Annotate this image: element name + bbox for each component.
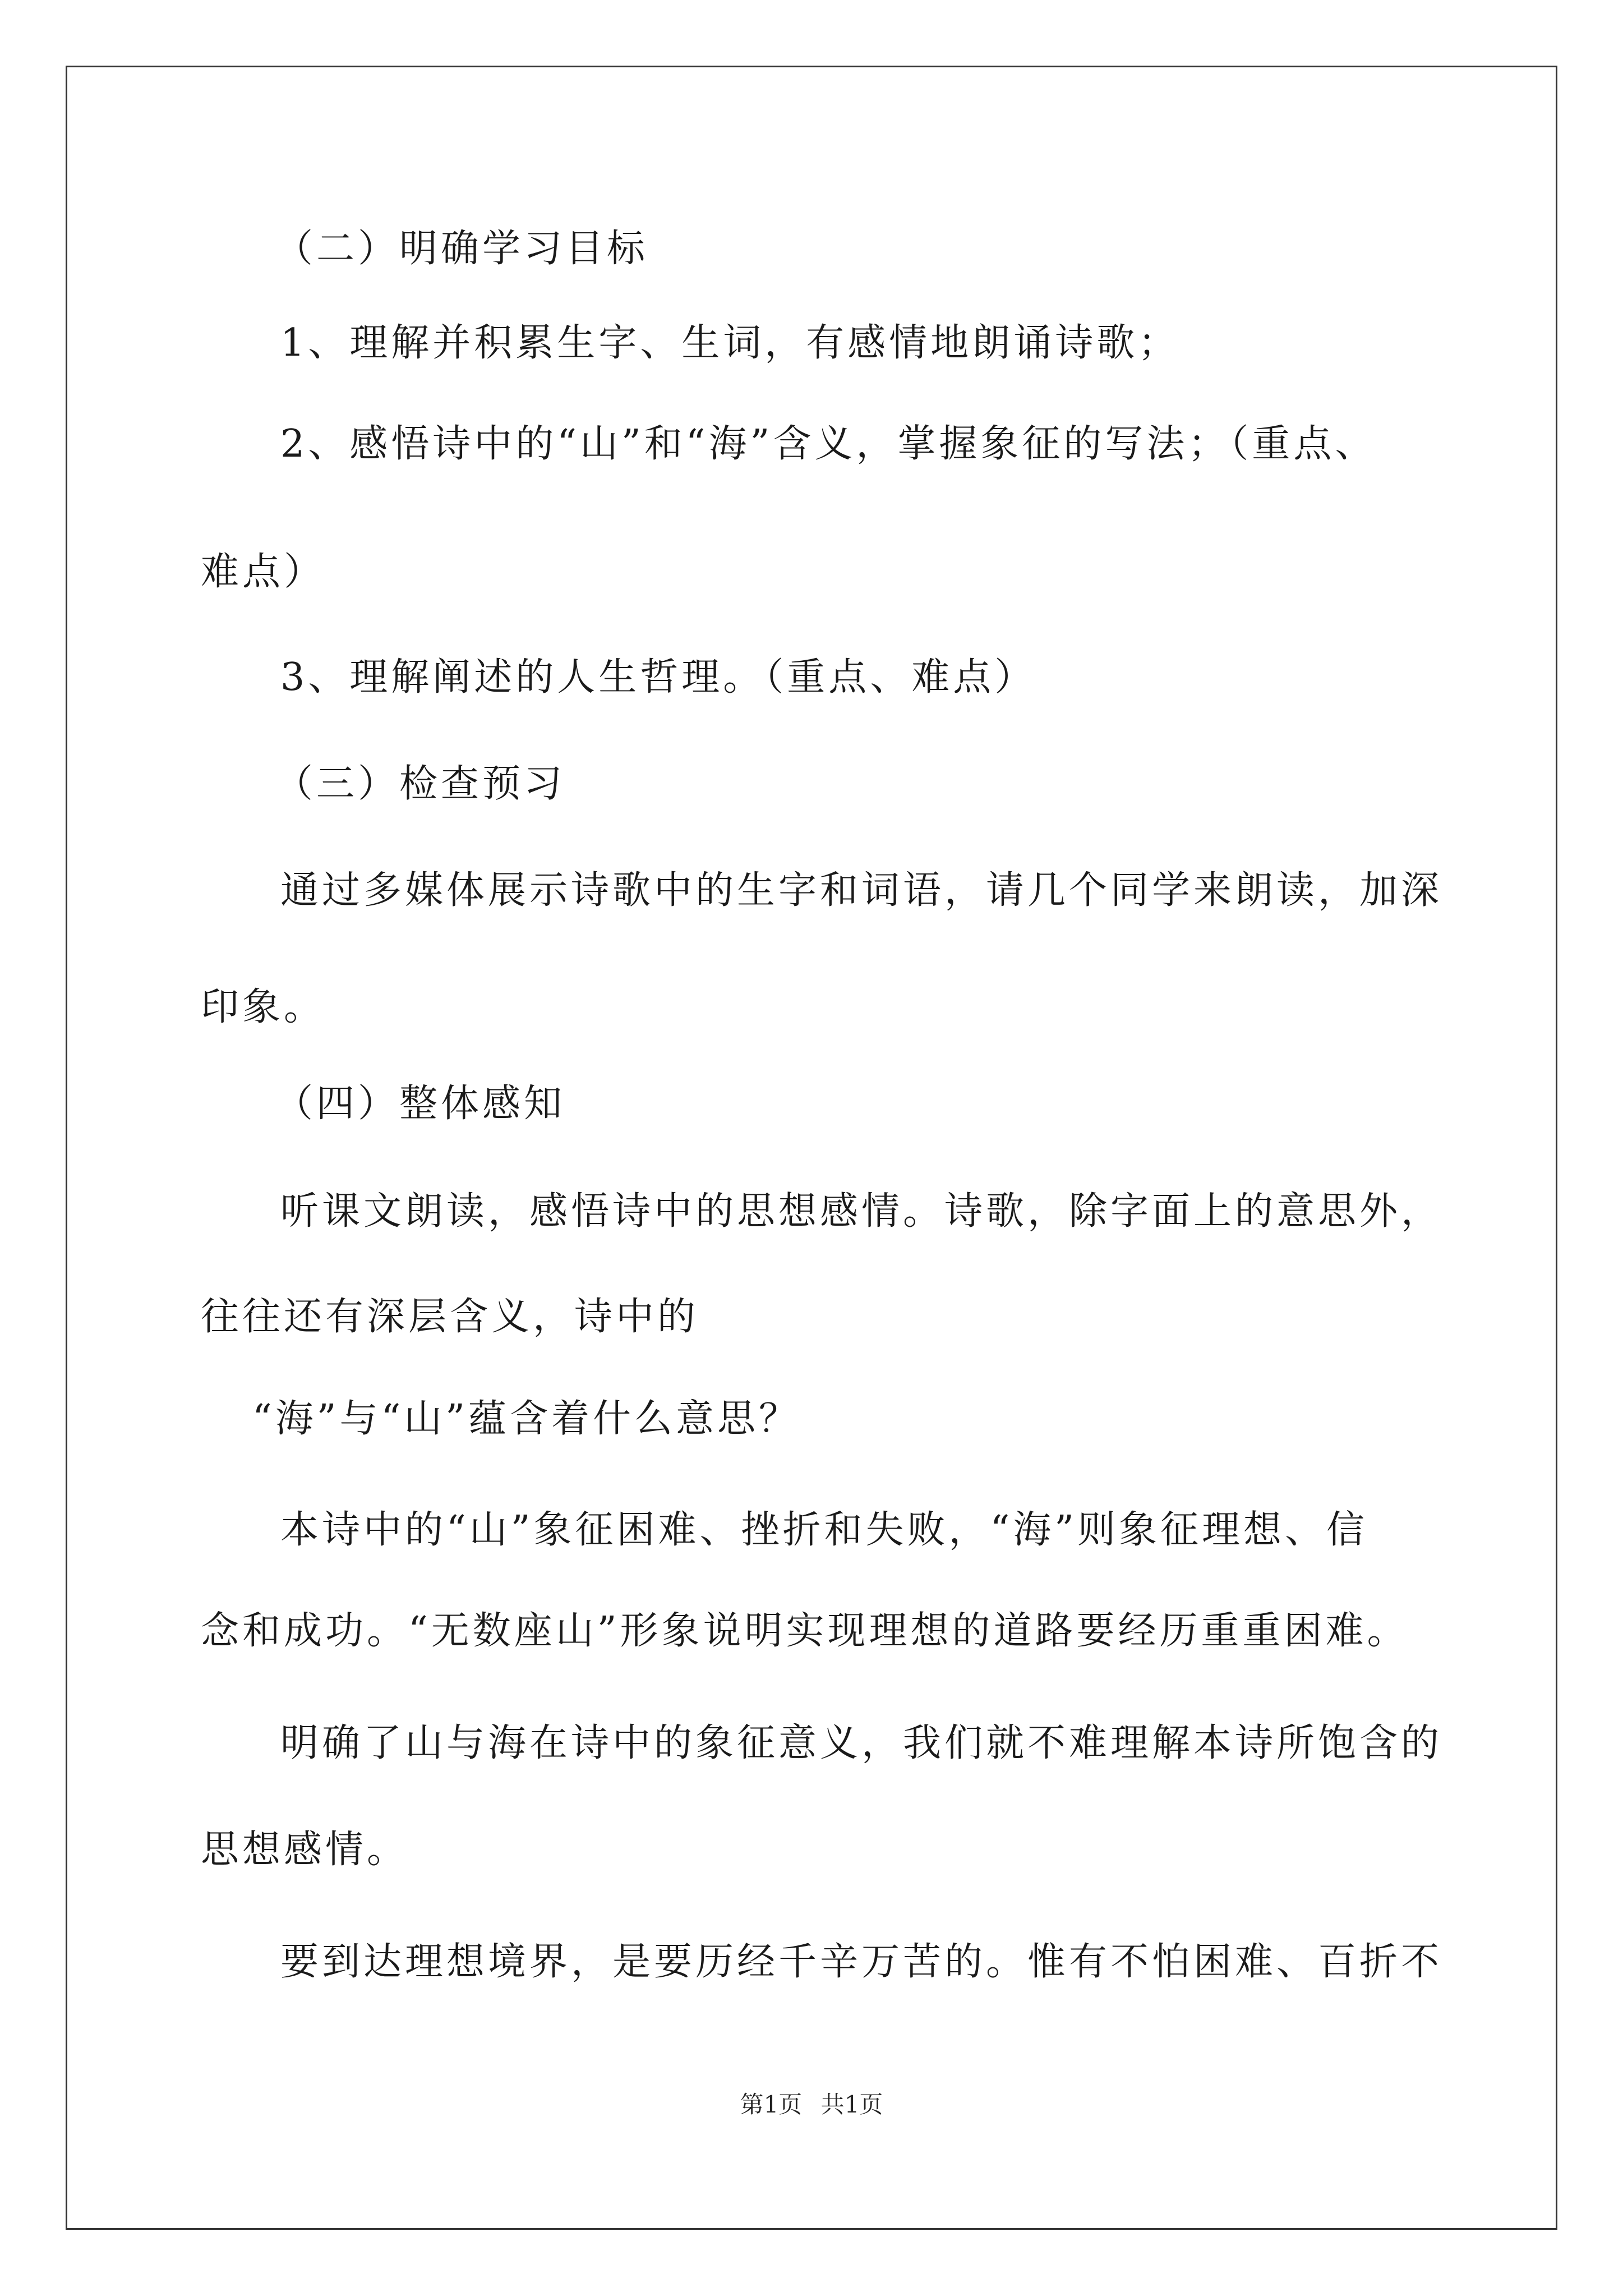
paragraph-line: 明确了山与海在诗中的象征意义，我们就不难理解本诗所饱含的 [280, 1721, 1443, 1765]
paragraph-line: 思想感情。 [201, 1828, 409, 1872]
page-footer [0, 2088, 1623, 2122]
section-heading-preview: （三）检查预习 [275, 762, 566, 806]
section-heading-objectives: （二）明确学习目标 [275, 227, 649, 271]
page-number-total: 共1页 [820, 2091, 883, 2118]
paragraph-line: 通过多媒体展示诗歌中的生字和词语，请几个同学来朗读，加深 [280, 868, 1443, 913]
page-border [66, 66, 1557, 2230]
paragraph-line: 3、理解阐述的人生哲理。（重点、难点） [280, 655, 1036, 700]
paragraph-line: 印象。 [201, 985, 326, 1029]
paragraph-line: “海”与“山”蕴含着什么意思？ [252, 1397, 801, 1441]
paragraph-line: 念和成功。“无数座山”形象说明实现理想的道路要经历重重困难。 [201, 1609, 1409, 1653]
paragraph-line: 难点） [201, 550, 326, 594]
paragraph-line: 2、感悟诗中的“山”和“海”含义，掌握象征的写法；（重点、 [280, 422, 1377, 466]
section-heading-perception: （四）整体感知 [275, 1082, 566, 1126]
paragraph-line: 往往还有深层含义，诗中的 [201, 1295, 699, 1339]
paragraph-line: 本诗中的“山”象征困难、挫折和失败，“海”则象征理想、信 [280, 1508, 1368, 1552]
paragraph-line: 听课文朗读，感悟诗中的思想感情。诗歌，除字面上的意思外， [280, 1189, 1443, 1234]
paragraph-line: 1、理解并积累生字、生词，有感情地朗诵诗歌； [280, 321, 1180, 365]
page-number-current: 第1页 [740, 2091, 803, 2118]
paragraph-line: 要到达理想境界，是要历经千辛万苦的。惟有不怕困难、百折不 [280, 1940, 1443, 1984]
